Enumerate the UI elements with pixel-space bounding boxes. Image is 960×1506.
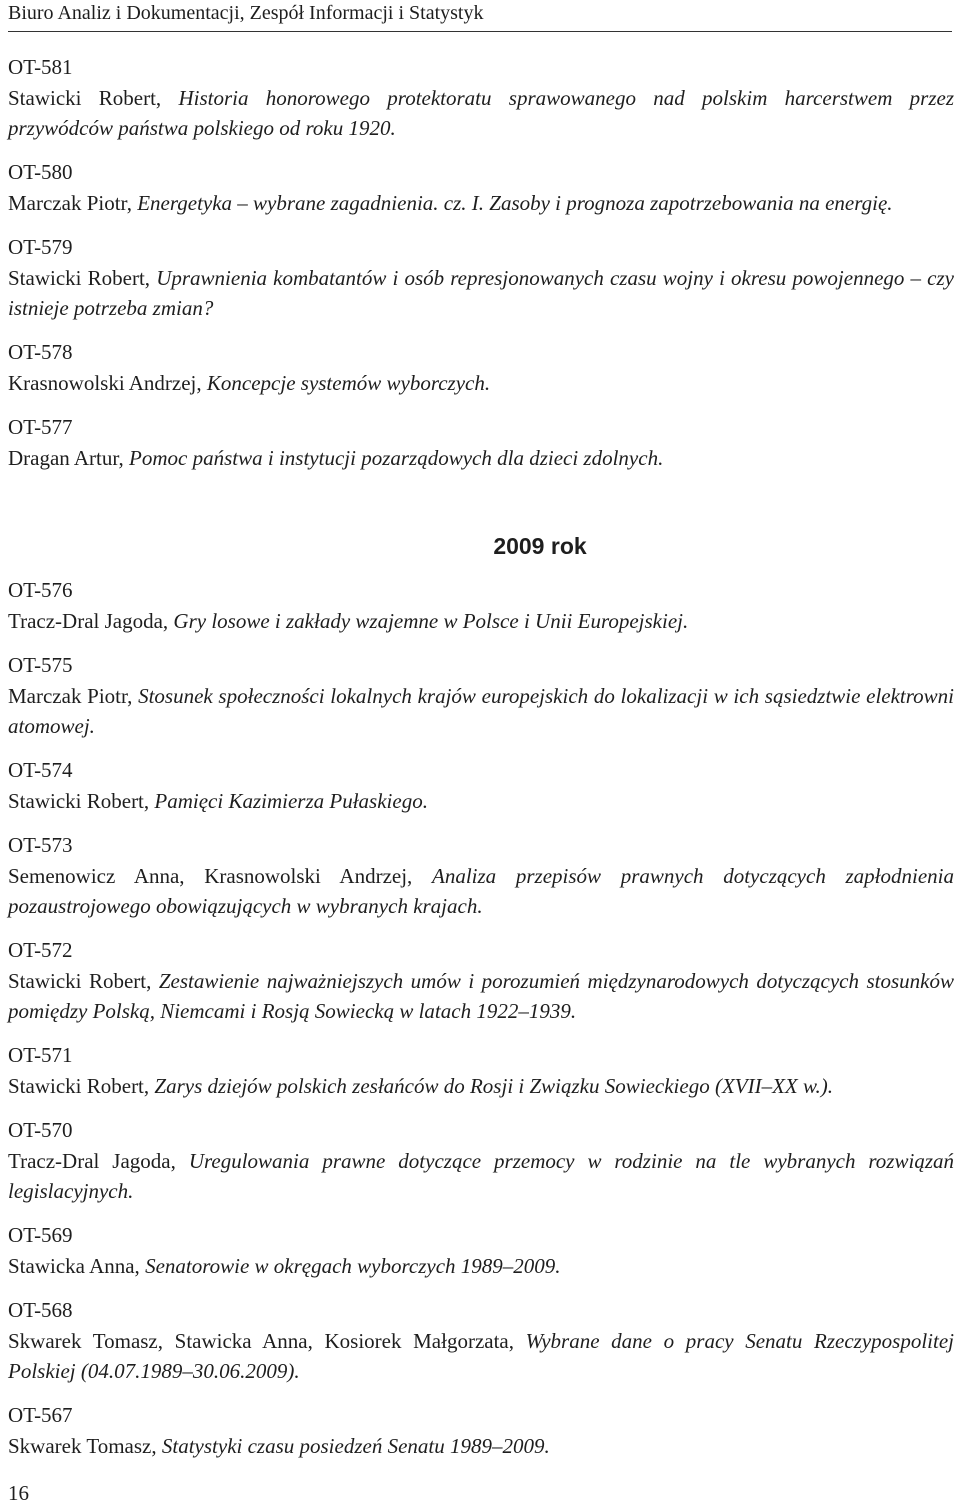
bibliography-entry bbox=[8, 1400, 954, 1461]
entry-body bbox=[8, 1071, 954, 1101]
entry-authors: Stawicki Robert, bbox=[8, 969, 159, 993]
entry-code: OT-568 bbox=[8, 1298, 73, 1322]
entry-code: OT-574 bbox=[8, 758, 73, 782]
bibliography-entry bbox=[8, 232, 954, 323]
entry-code: OT-576 bbox=[8, 578, 73, 602]
running-header bbox=[8, 0, 952, 32]
entry-title: Wybrane dane o pracy Senatu Rzeczypospolitej Polskiej (04.07.1989–30.06.2009). bbox=[8, 1329, 954, 1383]
entry-code: OT-572 bbox=[8, 938, 73, 962]
entry-authors: Stawicki Robert, bbox=[8, 86, 179, 110]
entry-title: Energetyka – wybrane zagadnienia. cz. I. Zasoby i prognoza zapotrzebowania na energię. bbox=[137, 191, 893, 215]
entry-authors: Marczak Piotr, bbox=[8, 684, 139, 708]
entry-body bbox=[8, 681, 954, 741]
entry-title: Gry losowe i zakłady wzajemne w Polsce i Unii Europejskiej. bbox=[173, 609, 689, 633]
entry-code: OT-570 bbox=[8, 1118, 73, 1142]
bibliography-entry bbox=[8, 157, 954, 218]
entry-body bbox=[8, 1431, 954, 1461]
entry-authors: Stawicka Anna, bbox=[8, 1254, 146, 1278]
entry-code: OT-573 bbox=[8, 833, 73, 857]
bibliography-entry bbox=[8, 755, 954, 816]
entry-title: Pamięci Kazimierza Pułaskiego. bbox=[154, 789, 428, 813]
entry-body bbox=[8, 368, 954, 398]
entry-body bbox=[8, 966, 954, 1026]
entry-body bbox=[8, 861, 954, 921]
page-number: 16 bbox=[8, 1481, 29, 1505]
bibliography-entry bbox=[8, 412, 954, 473]
bibliography-entry bbox=[8, 1295, 954, 1386]
entry-body bbox=[8, 83, 954, 143]
bibliography-entry bbox=[8, 52, 954, 143]
entry-title: Analiza przepisów prawnych dotyczących zapłodnienia pozaustrojowego obowiązujących w wybranych krajach. bbox=[8, 864, 955, 918]
entry-body bbox=[8, 1251, 954, 1281]
entry-code: OT-575 bbox=[8, 653, 73, 677]
entry-code: OT-579 bbox=[8, 235, 73, 259]
entry-authors: Stawicki Robert, bbox=[8, 1074, 155, 1098]
entry-title: Koncepcje systemów wyborczych. bbox=[206, 371, 491, 395]
entry-code: OT-571 bbox=[8, 1043, 73, 1067]
entry-body bbox=[8, 786, 954, 816]
bibliography-entry bbox=[8, 830, 954, 921]
entry-code: OT-581 bbox=[8, 55, 73, 79]
entry-authors: Skwarek Tomasz, Stawicka Anna, Kosiorek Małgorzata, bbox=[8, 1329, 526, 1353]
entry-title: Uprawnienia kombatantów i osób represjonowanych czasu wojny i okresu powojennego – czy istnieje potrzeba zmian? bbox=[8, 266, 954, 320]
entry-authors: Krasnowolski Andrzej, bbox=[8, 371, 207, 395]
entry-title: Stosunek społeczności lokalnych krajów europejskich do lokalizacji w ich sąsiedztwie elektrowni atomowej. bbox=[8, 684, 954, 738]
bibliography-entry bbox=[8, 575, 954, 636]
entry-authors: Stawicki Robert, bbox=[8, 266, 157, 290]
entry-body bbox=[8, 1146, 954, 1206]
entry-title: Historia honorowego protektoratu sprawowanego nad polskim harcerstwem przez przywódców państwa polskiego od roku 1920. bbox=[8, 86, 954, 140]
entry-authors: Dragan Artur, bbox=[8, 446, 130, 470]
running-header-title: Biuro Analiz i Dokumentacji, Zespół Informacji i Statystyk bbox=[8, 2, 484, 24]
entry-authors: Marczak Piotr, bbox=[8, 191, 138, 215]
bibliography-entry bbox=[8, 1115, 954, 1206]
entry-code: OT-580 bbox=[8, 160, 73, 184]
bibliography-entry bbox=[8, 337, 954, 398]
bibliography-entry bbox=[8, 1220, 954, 1281]
entry-title: Uregulowania prawne dotyczące przemocy w rodzinie na tle wybranych rozwiązań legislacyjnych. bbox=[8, 1149, 954, 1203]
year-heading: 2009 rok bbox=[493, 533, 587, 559]
entry-title: Senatorowie w okręgach wyborczych 1989–2009. bbox=[145, 1254, 561, 1278]
bibliography-list bbox=[8, 52, 954, 1475]
entry-authors: Stawicki Robert, bbox=[8, 789, 155, 813]
entry-code: OT-578 bbox=[8, 340, 73, 364]
entry-title: Zestawienie najważniejszych umów i porozumień międzynarodowych dotyczących stosunków pomiędzy Polską, Niemcami i Rosją Sowiecką w latach 1922–1939. bbox=[8, 969, 954, 1023]
entry-code: OT-567 bbox=[8, 1403, 73, 1427]
entry-body bbox=[8, 188, 954, 218]
entry-title: Zarys dziejów polskich zesłańców do Rosji i Związku Sowieckiego (XVII–XX w.). bbox=[154, 1074, 833, 1098]
entry-authors: Tracz-Dral Jagoda, bbox=[8, 1149, 189, 1173]
entry-title: Pomoc państwa i instytucji pozarządowych dla dzieci zdolnych. bbox=[129, 446, 664, 470]
entry-title: Statystyki czasu posiedzeń Senatu 1989–2009. bbox=[161, 1434, 550, 1458]
entry-body bbox=[8, 606, 954, 636]
bibliography-entry bbox=[8, 650, 954, 741]
entry-code: OT-577 bbox=[8, 415, 73, 439]
entry-authors: Semenowicz Anna, Krasnowolski Andrzej, bbox=[8, 864, 432, 888]
entry-authors: Tracz-Dral Jagoda, bbox=[8, 609, 174, 633]
bibliography-entry bbox=[8, 935, 954, 1026]
entry-authors: Skwarek Tomasz, bbox=[8, 1434, 162, 1458]
entry-body bbox=[8, 263, 954, 323]
entry-code: OT-569 bbox=[8, 1223, 73, 1247]
bibliography-entry bbox=[8, 1040, 954, 1101]
section-spacer bbox=[8, 487, 954, 531]
entry-body bbox=[8, 443, 954, 473]
entry-body bbox=[8, 1326, 954, 1386]
